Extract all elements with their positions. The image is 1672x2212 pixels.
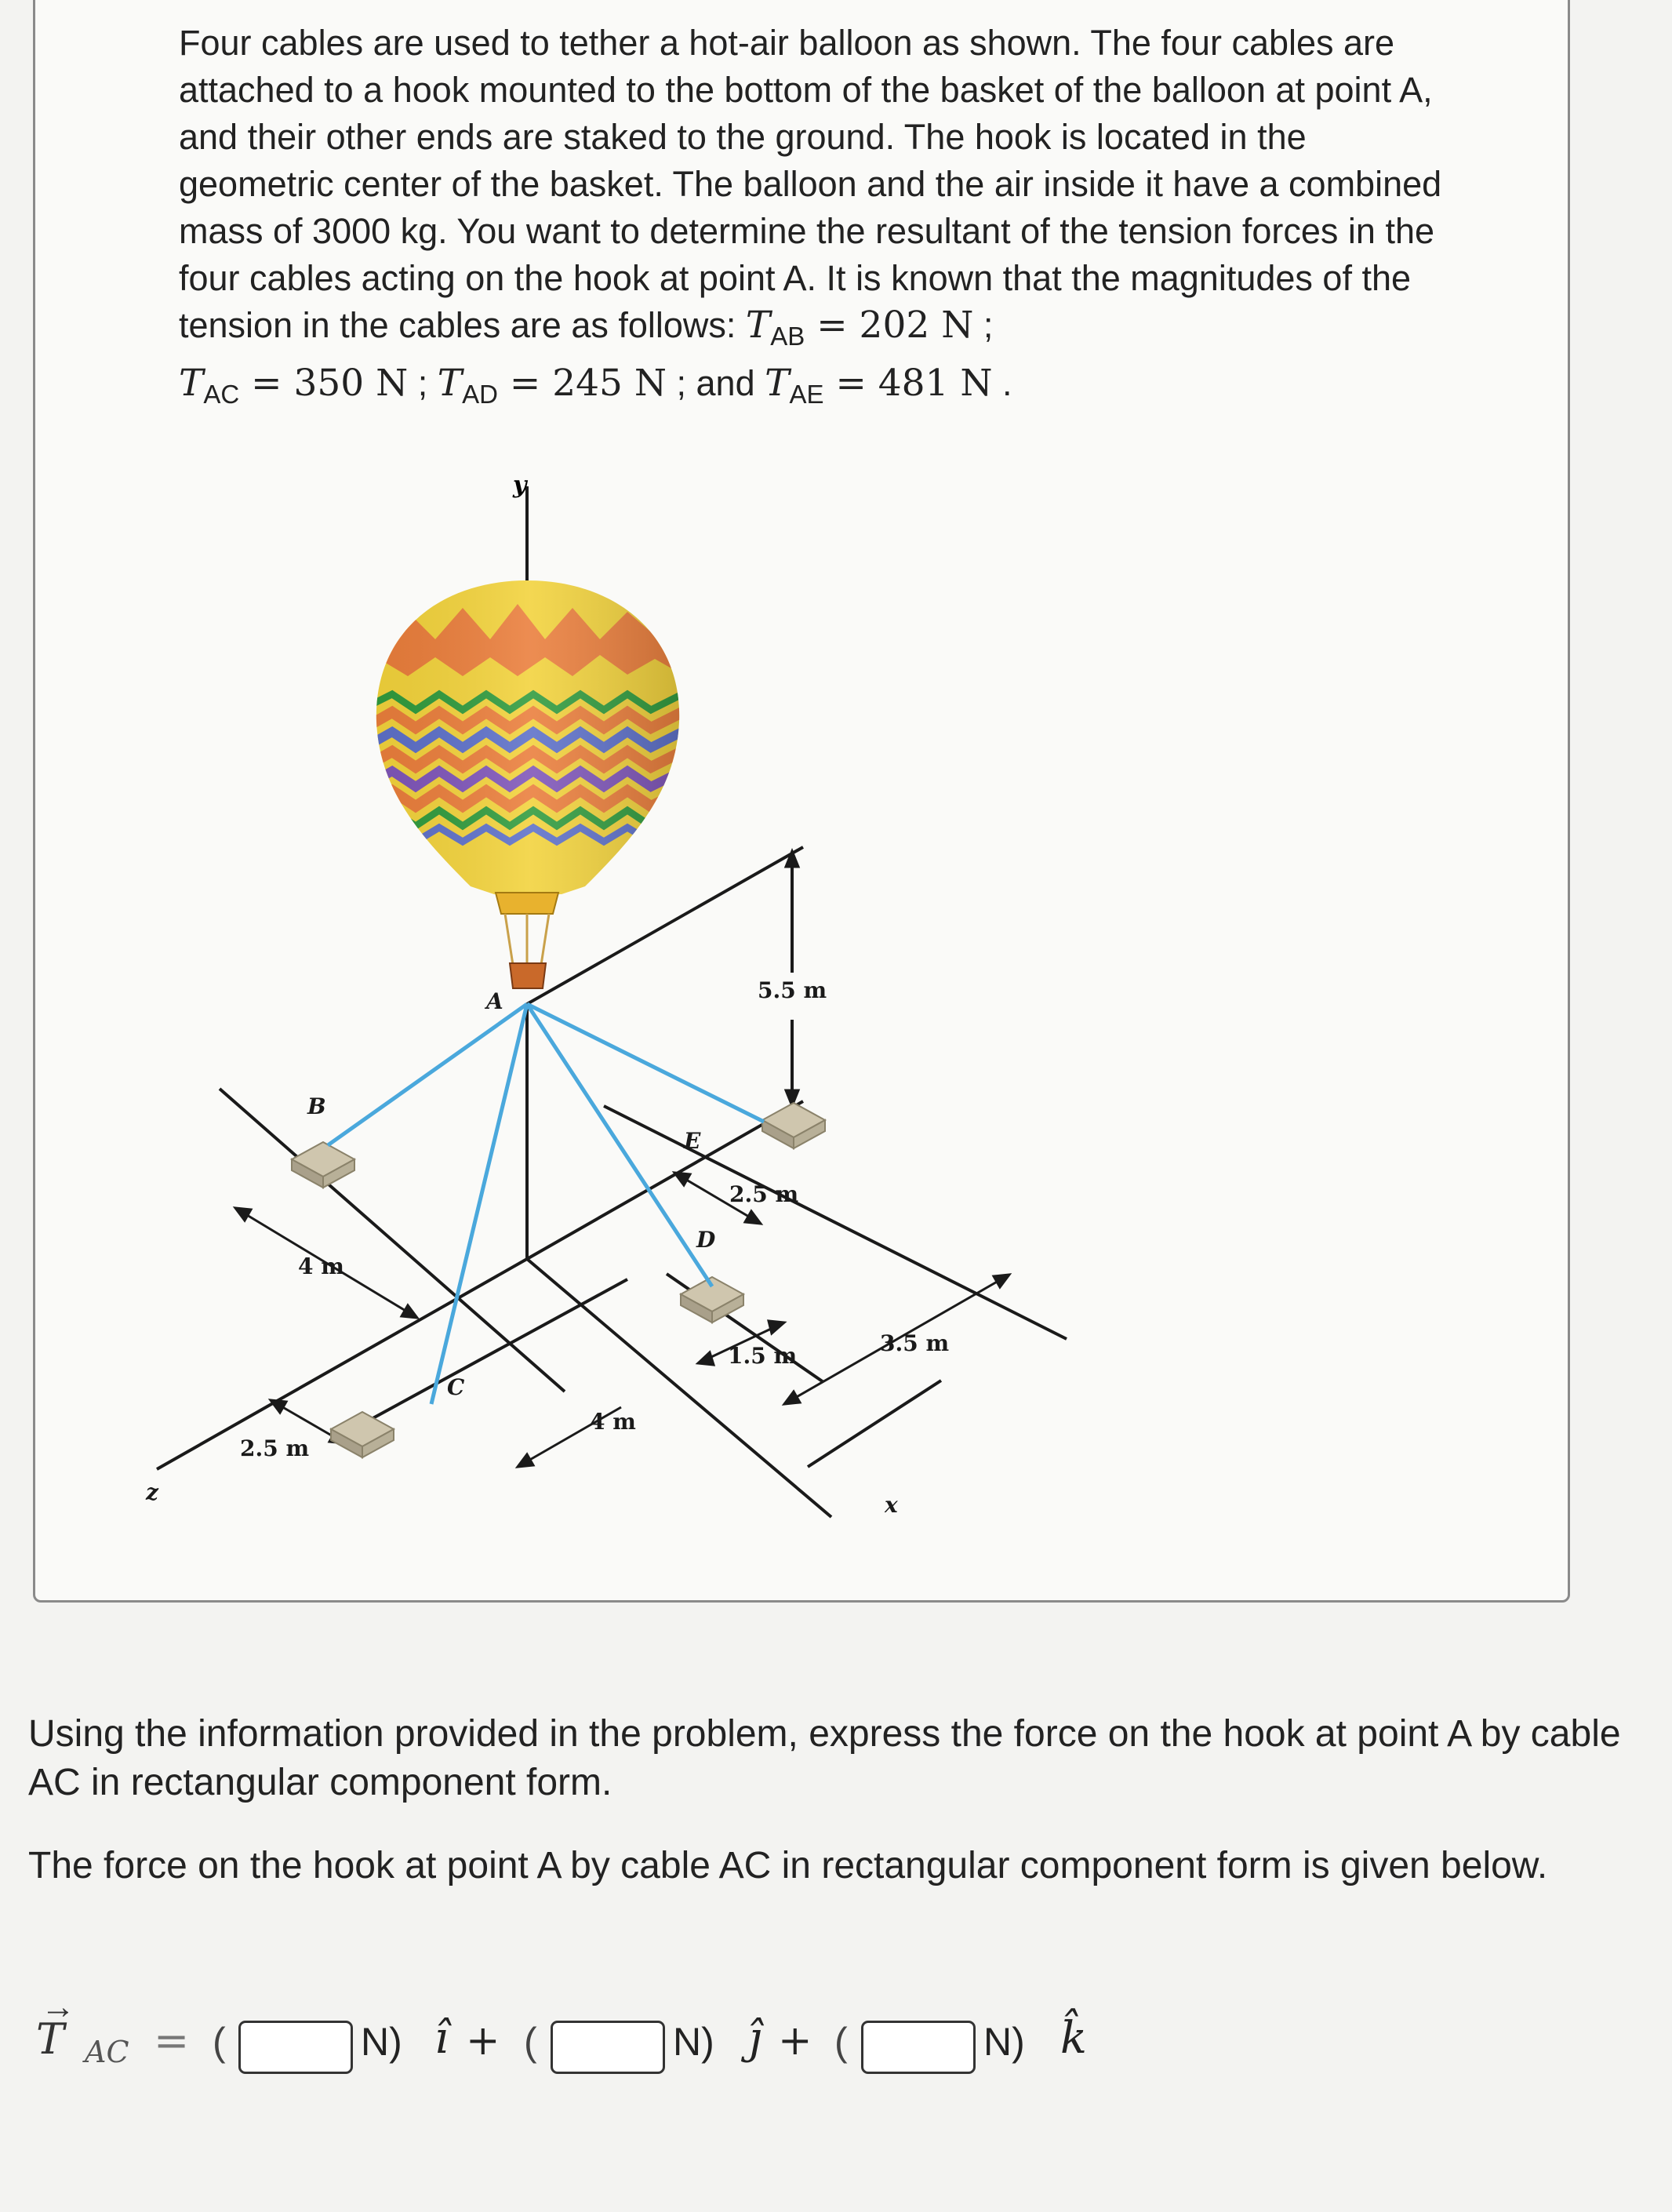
z-component-input[interactable]	[861, 2021, 976, 2074]
open-paren-y: (	[524, 2020, 537, 2064]
i-hat: î	[434, 2013, 449, 2064]
dim-2-5-m-right: 2.5 m	[729, 1181, 799, 1207]
dim-2-5-m-left: 2.5 m	[240, 1435, 310, 1461]
vector-symbol: T	[36, 2014, 65, 2064]
cables	[328, 1004, 764, 1404]
vector-arrow: →	[41, 1988, 75, 2026]
label-B: B	[307, 1093, 326, 1119]
label-E: E	[684, 1128, 701, 1154]
dim-3-5-m: 3.5 m	[880, 1330, 950, 1356]
answer-intro-text: The force on the hook at point A by cable AC in rectangular component form is given below.	[28, 1845, 1548, 1886]
k-hat: k̂	[1060, 2013, 1087, 2064]
open-paren-z: (	[834, 2020, 848, 2064]
vector-subscript: AC	[85, 2035, 129, 2069]
label-C: C	[447, 1374, 465, 1400]
balloon-diagram	[125, 471, 1090, 1530]
plus-1: +	[466, 2017, 500, 2065]
stake-B	[292, 1142, 354, 1188]
answer-equation	[36, 1988, 1369, 2077]
label-A: A	[486, 988, 503, 1014]
cable-AE	[527, 1004, 764, 1122]
question-text: Using the information provided in the problem, express the force on the hook at point A by cable AC in rectangular component form.	[28, 1713, 1621, 1803]
open-paren-x: (	[213, 2020, 226, 2064]
dim-1-5-m: 1.5 m	[728, 1343, 798, 1369]
plus-2: +	[778, 2017, 812, 2065]
equals-sign: =	[154, 2016, 190, 2065]
y-axis-label: y	[513, 471, 527, 499]
x-component-input[interactable]	[238, 2021, 353, 2074]
basket	[510, 963, 546, 988]
balloon-neck	[496, 893, 558, 914]
stake-E	[762, 1103, 825, 1148]
unit-x: N)	[361, 2020, 402, 2064]
dim-4-m-mid: 4 m	[590, 1409, 636, 1435]
unit-z: N)	[983, 2020, 1025, 2064]
label-D: D	[696, 1227, 716, 1253]
balloon-envelope	[361, 573, 698, 902]
unit-y: N)	[673, 2020, 714, 2064]
z-axis-label: z	[146, 1479, 158, 1505]
problem-text: Four cables are used to tether a hot-air balloon as shown. The four cables are attached to a hook mounted to the bottom of the basket of the balloon at point A, and their other ends are staked to the ground. The hook is located in the geometric center of the basket. The balloon and the air inside it have a combined mass of 3000 kg. You want to determine the resultant of the tension forces in the four cables acting on the hook at point A. It is known that the magnitudes of the tension in the cables are as follows: $T_{AB} = 202$ N ; $T_{AC} = 350$ N ; $T_{AD} = 245$ N ; and $T_{AE} = 481$ N .	[179, 23, 1442, 409]
dim-4-m-left: 4 m	[298, 1253, 344, 1279]
x-axis-label: x	[885, 1492, 898, 1518]
j-hat: ĵ	[748, 2013, 762, 2064]
dim-5-5-m: 5.5 m	[758, 977, 827, 1003]
stake-C	[331, 1412, 394, 1457]
y-component-input[interactable]	[551, 2021, 665, 2074]
